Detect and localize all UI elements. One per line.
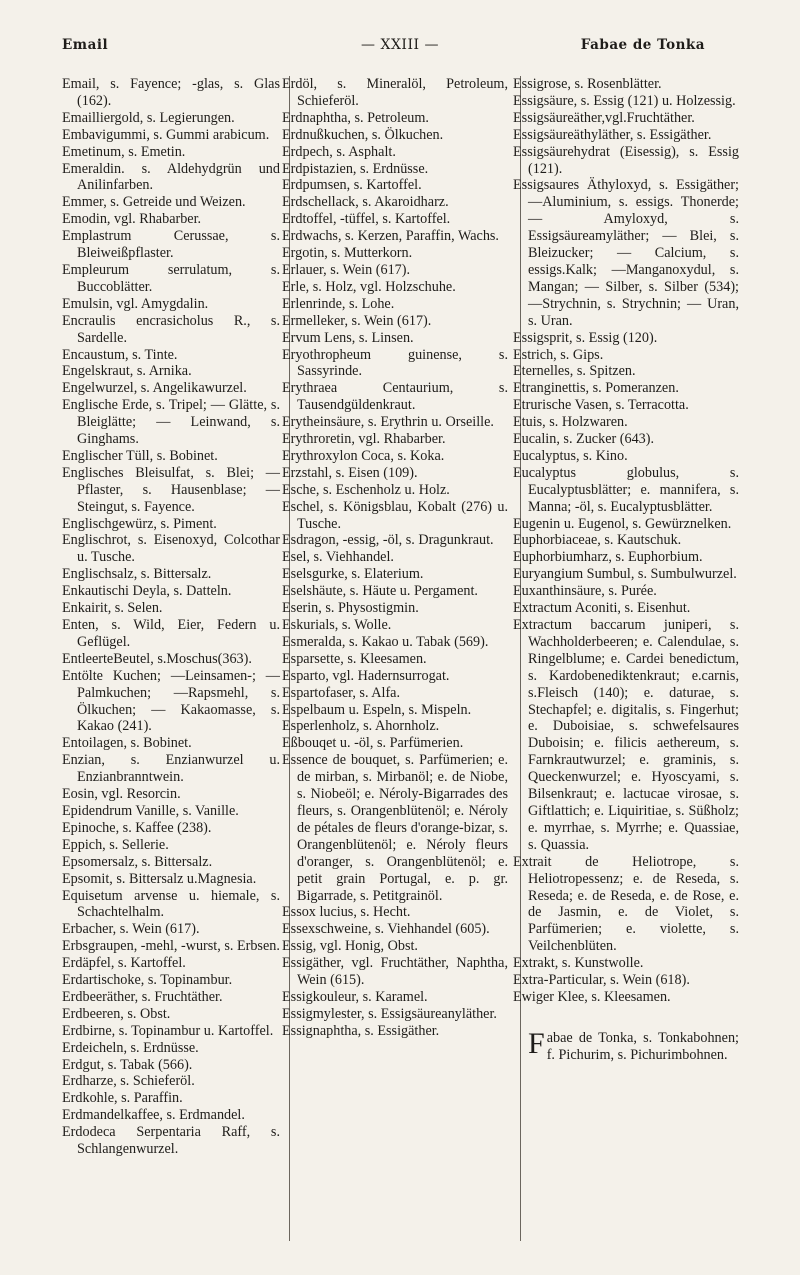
index-entry: Eßbouqet u. -öl, s. Parfümerien. — [282, 735, 464, 752]
left-column — [62, 76, 280, 1158]
index-entry: Englischgewürz, s. Piment. — [62, 515, 217, 532]
section-entry-text: abae de Tonka, s. Tonkabohnen; f. Pichurim, s. Pichurimbohnen. — [546, 1029, 739, 1063]
index-entry: Engelskraut, s. Arnika. — [62, 363, 192, 380]
index-entry: Essigmylester, s. Essigsäureanyläther. — [282, 1005, 497, 1022]
index-entry: Essigsäureäther,vgl.Fruchtäther. — [513, 109, 695, 126]
index-entry: Erle, s. Holz, vgl. Holzschuhe. — [282, 278, 456, 295]
index-entry: Etrurische Vasen, s. Terracotta. — [513, 397, 689, 414]
index-entry: Encaustum, s. Tinte. — [62, 346, 178, 363]
index-entry: Englisches Bleisulfat, s. Blei; — Pflaster, s. Hausenblase; — Steingut, s. Fayence. — [62, 464, 280, 515]
index-entry: Extra-Particular, s. Wein (618). — [513, 972, 690, 989]
index-entry: Emetinum, s. Emetin. — [62, 143, 186, 160]
index-entry: Ergotin, s. Mutterkorn. — [282, 245, 413, 262]
index-entry: Eryothropheum guinense, s. Sassyrinde. — [282, 346, 508, 380]
index-entry: Euphorbiaceae, s. Kautschuk. — [513, 532, 682, 549]
index-entry: Erythroretin, vgl. Rhabarber. — [282, 431, 446, 448]
index-entry: Entoilagen, s. Bobinet. — [62, 735, 192, 752]
index-entry: Eselsgurke, s. Elaterium. — [282, 566, 424, 583]
index-entry: Erdnußkuchen, s. Ölkuchen. — [282, 126, 444, 143]
index-entry: Ermelleker, s. Wein (617). — [282, 312, 432, 329]
index-entry: Extractum baccarum juniperi, s. Wachholderbeeren; e. Calendulae, s. Ringelblume; e. Cardei benedictum, s. Kardobenediktenkraut; e.carnis, s.Fleisch (140); e. daturae, s. Stechapfel; e. digitalis, s. Fingerhut; e. Duboisiae, s. schwefelsaures Duboisin; e. filicis aethereum, s. Farnkrautwurzel; e. graminis, s. Queckenwurzel; e. Hyoscyami, s. Bilsenkraut; e. lactucae virosae, s. Giftlattich; e. Liquiritiae, s. Süßholz; e. myrrhae, s. Myrrhe; e. Quassiae, s. Quassia. — [513, 617, 739, 853]
index-entry: Esparsette, s. Kleesamen. — [282, 650, 427, 667]
index-entry: Entölte Kuchen; —Leinsamen-; —Palmkuchen; —Rapsmehl, s. Ölkuchen; — Kakaomasse, s. Kakao (241). — [62, 667, 280, 735]
index-entry: Erdartischoke, s. Topinambur. — [62, 972, 233, 989]
index-entry: Erdbeeräther, s. Fruchtäther. — [62, 988, 223, 1005]
middle-column — [282, 76, 508, 1241]
index-entry: Erdpumsen, s. Kartoffel. — [282, 177, 422, 194]
index-entry: Enzian, s. Enzianwurzel u. Enzianbranntwein. — [62, 752, 280, 786]
index-entry: Essigsaures Äthyloxyd, s. Essigäther; —Aluminium, s. essigs. Thonerde; — Amyloxyd, s. Essigsäureamyläther; — Blei, s. Bleizucker; — Calcium, s. essigs.Kalk; —Manganoxydul, s. Mangan; — Silber, s. Silber (534); —Strychnin, s. Strychnin; — Uran, s. Uran. — [513, 177, 739, 329]
index-entry: Eternelles, s. Spitzen. — [513, 363, 636, 380]
index-entry: Essox lucius, s. Hecht. — [282, 904, 411, 921]
index-entry: Erdbirne, s. Topinambur u. Kartoffel. — [62, 1022, 274, 1039]
section-start-entry — [521, 1026, 739, 1064]
index-entry: Essigsäure, s. Essig (121) u. Holzessig. — [513, 92, 736, 109]
index-entry: Essigsäureäthyläther, s. Essigäther. — [513, 126, 712, 143]
index-entry: Emailliergold, s. Legierungen. — [62, 109, 235, 126]
index-entry: Extrakt, s. Kunstwolle. — [513, 955, 644, 972]
index-entry: Etranginettis, s. Pomeranzen. — [513, 380, 679, 397]
index-entry: Eppich, s. Sellerie. — [62, 836, 169, 853]
index-entry: Erdharze, s. Schieferöl. — [62, 1073, 195, 1090]
index-entry: Espartofaser, s. Alfa. — [282, 684, 401, 701]
index-entry: Eosin, vgl. Resorcin. — [62, 786, 181, 803]
index-entry: Englische Erde, s. Tripel; — Glätte, s. Bleiglätte; — Leinwand, s. Ginghams. — [62, 397, 280, 448]
index-entry: Esmeralda, s. Kakao u. Tabak (569). — [282, 633, 489, 650]
index-entry: Essigsprit, s. Essig (120). — [513, 329, 658, 346]
index-entry: Extractum Aconiti, s. Eisenhut. — [513, 600, 691, 617]
header-first-keyword: Email — [62, 37, 109, 53]
index-entry: Empleurum serrulatum, s. Buccoblätter. — [62, 261, 280, 295]
index-entry: Essigäther, vgl. Fruchtäther, Naphtha, Wein (615). — [282, 955, 508, 989]
index-entry: Eselshäute, s. Häute u. Pergament. — [282, 583, 478, 600]
page-number: — XXIII — — [361, 37, 439, 53]
index-entry: Erdäpfel, s. Kartoffel. — [62, 955, 186, 972]
index-entry: Epsomersalz, s. Bittersalz. — [62, 853, 213, 870]
index-entry: Esel, s. Viehhandel. — [282, 549, 394, 566]
index-entry: Eskurials, s. Wolle. — [282, 617, 392, 633]
index-entry: Esche, s. Eschenholz u. Holz. — [282, 481, 450, 498]
right-column — [513, 76, 739, 1241]
index-entry: Erdkohle, s. Paraffin. — [62, 1090, 183, 1107]
index-entry: Euryangium Sumbul, s. Sumbulwurzel. — [513, 566, 737, 583]
index-entry: Erdnaphtha, s. Petroleum. — [282, 109, 429, 126]
index-entry: Erlauer, s. Wein (617). — [282, 261, 411, 278]
index-entry: Eschel, s. Königsblau, Kobalt (276) u. Tusche. — [282, 498, 508, 532]
header-last-keyword: Fabae de Tonka — [580, 37, 705, 53]
index-entry: Eucalyptus, s. Kino. — [513, 447, 628, 464]
index-entry: Erdbeeren, s. Obst. — [62, 1005, 171, 1022]
index-entry: Erdgut, s. Tabak (566). — [62, 1056, 193, 1073]
index-entry: Enkairit, s. Selen. — [62, 600, 163, 617]
section-gap — [521, 1006, 739, 1030]
index-entry: Erdpistazien, s. Erdnüsse. — [282, 160, 429, 177]
index-entry: Epinoche, s. Kaffee (238). — [62, 819, 212, 836]
index-entry: Englischsalz, s. Bittersalz. — [62, 566, 212, 583]
index-entry: Englischrot, s. Eisenoxyd, Colcothar u. Tusche. — [62, 532, 280, 566]
index-entry: Erdeicheln, s. Erdnüsse. — [62, 1039, 199, 1056]
index-entry: Extrait de Heliotrope, s. Heliotropessenz; e. de Reseda, s. Reseda; e. de Reseda, e. de Rose, e. de Jasmin, e. de Violet, s. Parfümerien; e. violette, s. Veilchenblüten. — [513, 853, 739, 955]
index-entry: Erdtoffel, -tüffel, s. Kartoffel. — [282, 211, 451, 228]
index-entry: Erzstahl, s. Eisen (109). — [282, 464, 418, 481]
index-entry: Esdragon, -essig, -öl, s. Dragunkraut. — [282, 532, 494, 549]
index-entry: Equisetum arvense u. hiemale, s. Schachtelhalm. — [62, 887, 280, 921]
index-entry: Essence de bouquet, s. Parfümerien; e. de mirban, s. Mirbanöl; e. de Niobe, s. Niobeöl; e. Néroly-Bigarrades des fleurs, s. Orangenblütenöl; e. Néroly de pétales de fleurs d'orange-bizar, s. Orangenblütenöl; e. Néroly fleurs d'oranger, s. Orangenblütenöl; e. petit grain Portugal, e. p. gr. Bigarrade, s. Petitgrainöl. — [282, 752, 508, 904]
index-entry: EntleerteBeutel, s.Moschus(363). — [62, 650, 252, 667]
index-entry: Ervum Lens, s. Linsen. — [282, 329, 414, 346]
index-entry: Emmer, s. Getreide und Weizen. — [62, 194, 246, 211]
index-entry: Essigsäurehydrat (Eisessig), s. Essig (121). — [513, 143, 739, 177]
index-entry: Engelwurzel, s. Angelikawurzel. — [62, 380, 247, 397]
index-entry: Ewiger Klee, s. Kleesamen. — [513, 988, 671, 1005]
index-entry: Emulsin, vgl. Amygdalin. — [62, 295, 209, 312]
index-entry: Encraulis encrasicholus R., s. Sardelle. — [62, 312, 280, 346]
page-header — [0, 37, 800, 59]
index-entry: Epsomit, s. Bittersalz u.Magnesia. — [62, 870, 257, 887]
index-entry: Euphorbiumharz, s. Euphorbium. — [513, 549, 703, 566]
index-entry: Essigkouleur, s. Karamel. — [282, 988, 428, 1005]
index-entry: Eugenin u. Eugenol, s. Gewürznelken. — [513, 515, 732, 532]
index-entry: Email, s. Fayence; -glas, s. Glas (162). — [62, 76, 280, 109]
index-entry: Erlenrinde, s. Lohe. — [282, 295, 395, 312]
index-entry: Erythraea Centaurium, s. Tausendgüldenkraut. — [282, 380, 508, 414]
index-entry: Eucalin, s. Zucker (643). — [513, 431, 655, 448]
index-entry: Esparto, vgl. Hadernsurrogat. — [282, 667, 450, 684]
index-entry: Emeraldin. s. Aldehydgrün und Anilinfarben. — [62, 160, 280, 194]
index-entry: Enten, s. Wild, Eier, Federn u. Geflügel. — [62, 617, 280, 650]
index-entry: Etuis, s. Holzwaren. — [513, 414, 628, 431]
index-entry: Estrich, s. Gips. — [513, 346, 604, 363]
index-entry: Erbsgraupen, -mehl, -wurst, s. Erbsen. — [62, 938, 280, 955]
index-entry: Embavigummi, s. Gummi arabicum. — [62, 126, 270, 143]
index-entry: Erdmandelkaffee, s. Erdmandel. — [62, 1107, 245, 1124]
index-entry: Essignaphtha, s. Essigäther. — [282, 1022, 440, 1039]
index-entry: Esperlenholz, s. Ahornholz. — [282, 718, 440, 735]
index-entry: Essigrose, s. Rosenblätter. — [513, 76, 662, 92]
index-entry: Espelbaum u. Espeln, s. Mispeln. — [282, 701, 472, 718]
section-initial: F — [528, 1026, 545, 1060]
index-entry: Emplastrum Cerussae, s. Bleiweißpflaster. — [62, 228, 280, 262]
index-entry: Erytheinsäure, s. Erythrin u. Orseille. — [282, 414, 494, 431]
index-entry: Englischer Tüll, s. Bobinet. — [62, 447, 218, 464]
right-column-entries — [513, 76, 739, 1006]
index-entry: Erdwachs, s. Kerzen, Paraffin, Wachs. — [282, 228, 499, 245]
index-entry: Erdodeca Serpentaria Raff, s. Schlangenwurzel. — [62, 1124, 280, 1158]
index-entry: Erbacher, s. Wein (617). — [62, 921, 200, 938]
index-entry: Eucalyptus globulus, s. Eucalyptusblätter; e. mannifera, s. Manna; -öl, s. Eucalyptusblätter. — [513, 464, 739, 515]
index-entry: Euxanthinsäure, s. Purée. — [513, 583, 657, 600]
index-entry: Emodin, vgl. Rhabarber. — [62, 211, 202, 228]
index-entry: Erythroxylon Coca, s. Koka. — [282, 447, 445, 464]
index-entry: Eserin, s. Physostigmin. — [282, 600, 419, 617]
index-entry: Epidendrum Vanille, s. Vanille. — [62, 802, 239, 819]
index-entry: Erdöl, s. Mineralöl, Petroleum, Schieferöl. — [282, 76, 508, 109]
index-entry: Enkautischi Deyla, s. Datteln. — [62, 583, 232, 600]
index-entry: Essig, vgl. Honig, Obst. — [282, 938, 418, 955]
index-entry: Erdpech, s. Asphalt. — [282, 143, 396, 160]
index-entry: Erdschellack, s. Akaroidharz. — [282, 194, 449, 211]
index-entry: Essexschweine, s. Viehhandel (605). — [282, 921, 490, 938]
